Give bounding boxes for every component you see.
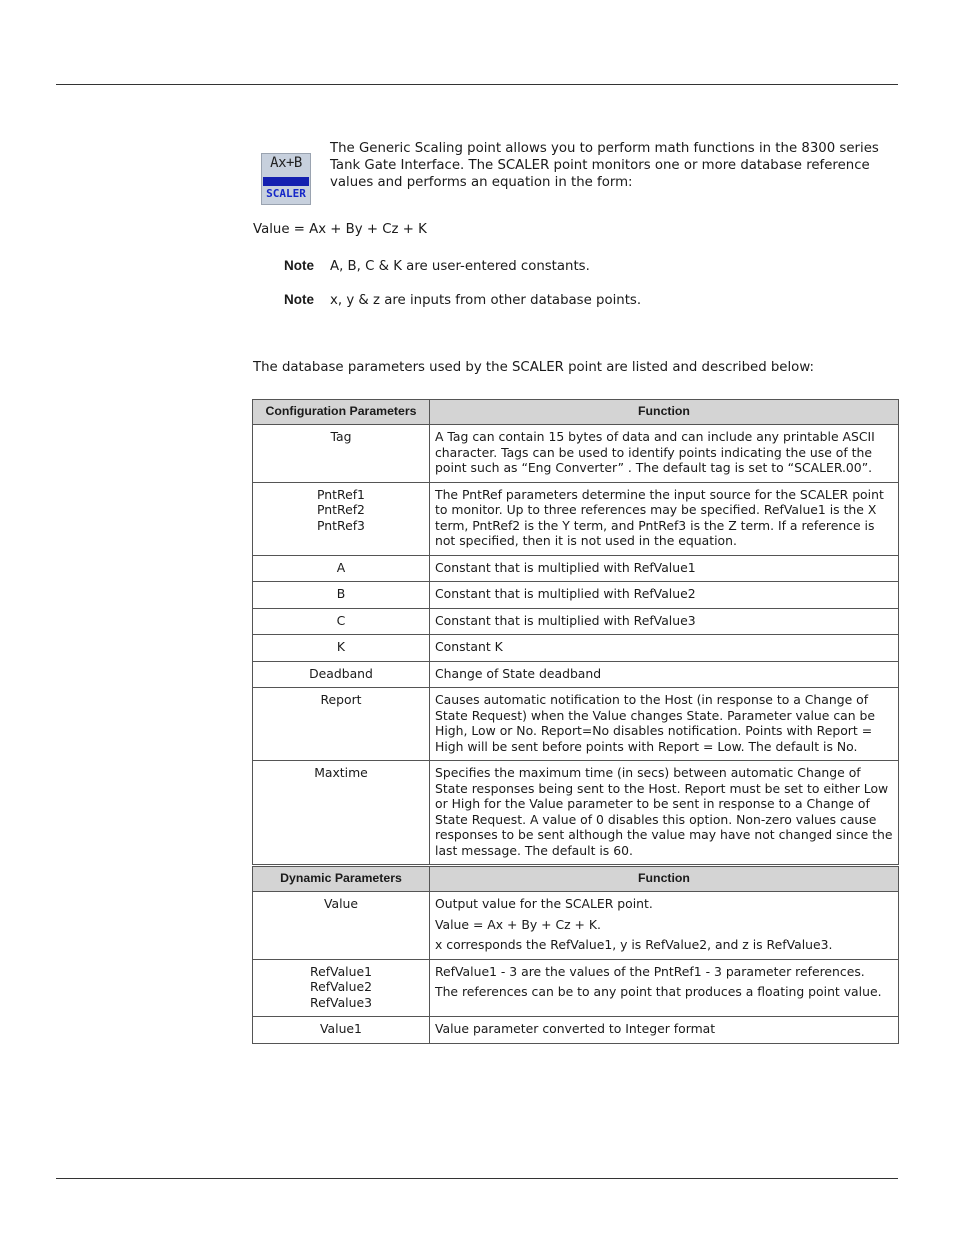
parameter-name-cell xyxy=(253,661,430,688)
table-row xyxy=(253,582,899,609)
note-label: Note xyxy=(284,292,314,307)
function-text: Value parameter converted to Integer format xyxy=(435,1021,716,1036)
parameter-name-cell xyxy=(253,1017,430,1044)
note-text: x, y & z are inputs from other database points. xyxy=(330,293,642,308)
function-description-cell xyxy=(430,582,899,609)
parameter-name: RefValue2 xyxy=(310,979,372,994)
parameter-name: Value xyxy=(323,896,359,911)
function-text: Constant K xyxy=(435,639,503,654)
column-header-function: Function xyxy=(430,400,899,425)
note-inputs xyxy=(284,292,641,308)
parameter-name-cell xyxy=(253,582,430,609)
function-text: Value = Ax + By + Cz + K. xyxy=(435,916,601,932)
parameter-name: PntRef2 xyxy=(317,502,365,517)
parameter-name: Deadband xyxy=(309,665,373,681)
function-description-cell xyxy=(430,1017,899,1044)
table-row xyxy=(253,688,899,761)
parameter-name: B xyxy=(336,586,346,601)
function-description-cell xyxy=(430,661,899,688)
column-header-function: Function xyxy=(430,867,899,892)
parameter-name-cell xyxy=(253,555,430,582)
function-text: Change of State deadband xyxy=(435,665,602,681)
table-row xyxy=(253,482,899,555)
dynamic-parameters-table xyxy=(252,866,899,1044)
table-header-row xyxy=(253,400,899,425)
parameter-name: Maxtime xyxy=(314,765,368,780)
note-constants xyxy=(284,258,590,274)
parameter-name: RefValue1 xyxy=(310,963,372,979)
function-text: Causes automatic notification to the Host (in response to a Change of State Request) when the Value changes State. Parameter value can be High, Low or No. Report=No disables notification. Points with Report = High will be sent before points with Report = Low. The default is No. xyxy=(435,692,876,754)
function-description-cell xyxy=(430,635,899,662)
parameter-name: PntRef1 xyxy=(317,486,365,502)
icon-label-text: SCALER xyxy=(266,187,306,200)
parameter-name-cell xyxy=(253,608,430,635)
table-row xyxy=(253,1017,899,1044)
function-text: A Tag can contain 15 bytes of data and can include any printable ASCII character. Tags can be used to identify points indicating the use of the point such as “Eng Converter” . The default tag is set to “SCALER.00”. xyxy=(435,429,875,475)
function-text: Constant that is multiplied with RefValue1 xyxy=(435,559,696,575)
parameter-name-cell xyxy=(253,688,430,761)
function-text: Output value for the SCALER point. xyxy=(435,896,653,911)
equation-text: Value = Ax + By + Cz + K xyxy=(253,222,427,237)
scaler-point-icon xyxy=(261,153,311,205)
parameter-name: K xyxy=(336,639,346,654)
parameter-name: Report xyxy=(320,692,362,707)
function-text: The PntRef parameters determine the input source for the SCALER point to monitor. Up to three references may be specified. RefValue1 is the X term, PntRef2 is the Y term, and PntRef3 is the Z term. If a reference is not specified, then it is not used in the equation. xyxy=(435,486,884,548)
icon-formula-text: Ax+B xyxy=(270,155,302,171)
function-text: Constant that is multiplied with RefValue2 xyxy=(435,586,696,601)
function-text: RefValue1 - 3 are the values of the PntRef1 - 3 parameter references. xyxy=(435,963,865,979)
lead-paragraph: The database parameters used by the SCALER point are listed and described below: xyxy=(253,360,814,375)
function-description-cell xyxy=(430,425,899,483)
table-header-row xyxy=(253,867,899,892)
parameter-name-cell xyxy=(253,892,430,960)
table-row xyxy=(253,761,899,865)
table-row xyxy=(253,959,899,1017)
column-header-parameter: Configuration Parameters xyxy=(253,400,430,425)
function-description-cell xyxy=(430,482,899,555)
function-text: Specifies the maximum time (in secs) between automatic Change of State responses being sent to the Host. Report must be set to either Low or High for the Value parameter to be sent in response to a Change of State Request. A value of 0 disables this option. Non-zero values cause responses to be sent although the value may have not changed since the last message. The default is 60. xyxy=(435,765,893,858)
function-text: The references can be to any point that produces a floating point value. xyxy=(435,984,882,999)
table-row xyxy=(253,892,899,960)
note-text: A, B, C & K are user-entered constants. xyxy=(330,259,590,274)
parameter-name-cell xyxy=(253,482,430,555)
note-label: Note xyxy=(284,258,314,273)
icon-bar xyxy=(263,177,309,186)
function-description-cell xyxy=(430,555,899,582)
footer-rule xyxy=(56,1178,898,1179)
function-description-cell xyxy=(430,959,899,1017)
function-description-cell xyxy=(430,608,899,635)
header-rule xyxy=(56,84,898,85)
intro-paragraph: The Generic Scaling point allows you to perform math functions in the 8300 series Tank Gate Interface. The SCALER point monitors one or more database reference values and performs an equation in the form: xyxy=(330,141,879,190)
function-text: Constant that is multiplied with RefValue3 xyxy=(435,612,696,628)
column-header-parameter: Dynamic Parameters xyxy=(253,867,430,892)
table-row xyxy=(253,608,899,635)
function-description-cell xyxy=(430,761,899,865)
parameter-name: RefValue3 xyxy=(310,994,372,1010)
table-row xyxy=(253,555,899,582)
parameter-name: Tag xyxy=(330,429,352,444)
parameter-name: Value1 xyxy=(320,1021,362,1036)
parameter-name-cell xyxy=(253,959,430,1017)
table-row xyxy=(253,425,899,483)
parameter-name: PntRef3 xyxy=(317,517,365,533)
parameter-name: A xyxy=(336,559,346,575)
parameter-name: C xyxy=(336,612,346,628)
table-row xyxy=(253,635,899,662)
parameter-name-cell xyxy=(253,635,430,662)
parameter-name-cell xyxy=(253,761,430,865)
parameter-name-cell xyxy=(253,425,430,483)
function-text: x corresponds the RefValue1, y is RefValue2, and z is RefValue3. xyxy=(435,937,833,952)
function-description-cell xyxy=(430,688,899,761)
configuration-parameters-table xyxy=(252,399,899,865)
table-row xyxy=(253,661,899,688)
function-description-cell xyxy=(430,892,899,960)
